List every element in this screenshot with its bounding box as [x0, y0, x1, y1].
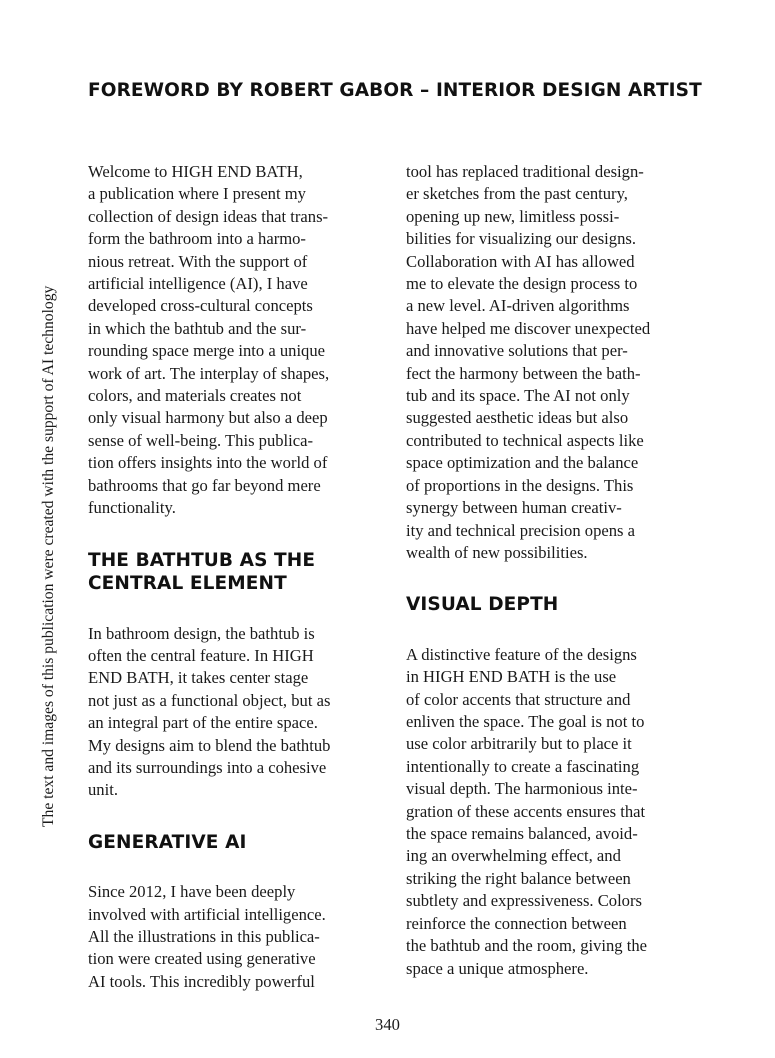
section-heading-visual-depth: VISUAL DEPTH: [406, 594, 559, 616]
text-line: work of art. The interplay of shapes,: [88, 363, 330, 383]
text-line: nious retreat. With the support of: [88, 251, 308, 271]
text-line: only visual harmony but also a deep: [88, 408, 328, 428]
left-column: [88, 161, 378, 993]
text-line: opening up new, limitless possi-: [406, 206, 620, 226]
text-line: sense of well-being. This publica-: [88, 430, 314, 450]
text-line: Since 2012, I have been deeply: [88, 882, 296, 902]
text-line: All the illustrations in this publica-: [88, 927, 320, 947]
text-line: me to elevate the design process to: [406, 274, 638, 294]
text-line: ity and technical precision opens a: [406, 520, 636, 540]
text-line: tion were created using generative: [88, 949, 316, 969]
text-line: tion offers insights into the world of: [88, 453, 328, 473]
page-title: FOREWORD BY ROBERT GABOR – INTERIOR DESIGN ARTIST: [88, 80, 702, 101]
text-line: gration of these accents ensures that: [406, 801, 646, 821]
text-line: form the bathroom into a harmo-: [88, 229, 306, 249]
text-line: unit.: [88, 780, 118, 800]
text-line: suggested aesthetic ideas but also: [406, 408, 629, 428]
text-line: bilities for visualizing our designs.: [406, 229, 636, 249]
text-line: artificial intelligence (AI), I have: [88, 274, 308, 294]
page-number: 340: [375, 1015, 400, 1034]
text-line: an integral part of the entire space.: [88, 713, 318, 733]
text-line: ing an overwhelming effect, and: [406, 846, 621, 866]
text-line: wealth of new possibilities.: [406, 542, 588, 562]
text-line: tub and its space. The AI not only: [406, 386, 630, 406]
text-line: intentionally to create a fascinating: [406, 756, 640, 776]
intro-paragraph: [88, 161, 378, 520]
text-line: rounding space merge into a unique: [88, 341, 326, 361]
text-line: the bathtub and the room, giving the: [406, 936, 648, 956]
text-line: of color accents that structure and: [406, 689, 631, 709]
text-line: striking the right balance between: [406, 868, 631, 888]
text-line: use color arbitrarily but to place it: [406, 734, 632, 754]
text-line: My designs aim to blend the bathtub: [88, 735, 331, 755]
bathtub-paragraph: [88, 623, 378, 802]
text-line: a publication where I present my: [88, 184, 306, 204]
text-line: fect the harmony between the bath-: [406, 363, 641, 383]
text-line: not just as a functional object, but as: [88, 690, 331, 710]
text-line: space a unique atmosphere.: [406, 958, 589, 978]
text-line: have helped me discover unexpected: [406, 318, 651, 338]
text-line: of proportions in the designs. This: [406, 475, 634, 495]
text-line: visual depth. The harmonious inte-: [406, 779, 638, 799]
text-line: colors, and materials creates not: [88, 386, 302, 406]
text-line: subtlety and expressiveness. Colors: [406, 891, 642, 911]
text-line: often the central feature. In HIGH: [88, 645, 314, 665]
text-line: involved with artificial intelligence.: [88, 904, 326, 924]
text-line: bathrooms that go far beyond mere: [88, 475, 321, 495]
text-line: In bathroom design, the bathtub is: [88, 623, 315, 643]
text-line: A distinctive feature of the designs: [406, 644, 637, 664]
text-line: tool has replaced traditional design-: [406, 162, 644, 181]
right-column: [406, 161, 706, 980]
generative-ai-paragraph: [88, 881, 378, 993]
text-line: reinforce the connection between: [406, 913, 627, 933]
text-line: space optimization and the balance: [406, 453, 639, 473]
text-line: the space remains balanced, avoid-: [406, 824, 638, 844]
text-line: collection of design ideas that trans-: [88, 206, 329, 226]
text-line: a new level. AI-driven algorithms: [406, 296, 630, 316]
text-line: enliven the space. The goal is not to: [406, 712, 645, 732]
heading-line: THE BATHTUB AS THE: [88, 549, 316, 571]
text-line: END BATH, it takes center stage: [88, 668, 309, 688]
section-heading-generative-ai: GENERATIVE AI: [88, 831, 247, 853]
text-line: contributed to technical aspects like: [406, 430, 644, 450]
text-line: AI tools. This incredibly powerful: [88, 971, 315, 991]
text-line: synergy between human creativ-: [406, 498, 622, 518]
visual-depth-paragraph: [406, 644, 706, 980]
generative-ai-continued-paragraph: [406, 161, 706, 564]
text-line: functionality.: [88, 498, 176, 518]
text-line: and its surroundings into a cohesive: [88, 757, 327, 777]
text-line: in HIGH END BATH is the use: [406, 667, 617, 687]
text-line: and innovative solutions that per-: [406, 341, 628, 361]
ai-disclaimer-side-note: The text and images of this publication were created with the support of AI technology: [40, 285, 57, 827]
text-line: Welcome to HIGH END BATH,: [88, 162, 303, 181]
section-heading-bathtub: [88, 549, 378, 596]
text-line: er sketches from the past century,: [406, 184, 628, 204]
text-line: Collaboration with AI has allowed: [406, 251, 635, 271]
heading-line: CENTRAL ELEMENT: [88, 573, 287, 594]
text-line: in which the bathtub and the sur-: [88, 318, 307, 338]
text-line: developed cross-cultural concepts: [88, 296, 313, 316]
